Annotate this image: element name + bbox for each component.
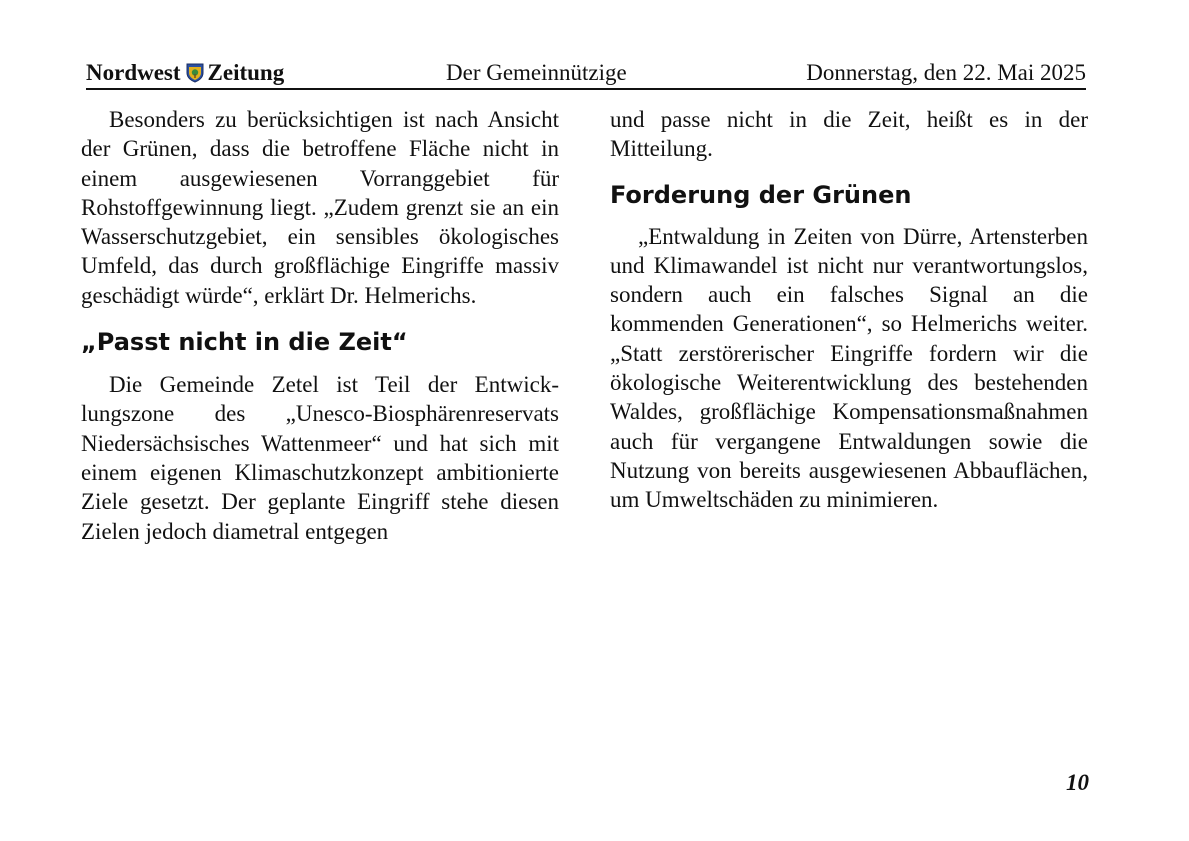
article-paragraph: und passe nicht in die Zeit, heißt es in der Mitteilung. xyxy=(610,107,1088,162)
crest-icon xyxy=(186,63,204,83)
publication-title: Der Gemeinnützige xyxy=(446,60,627,85)
section-heading: Forderung der Grünen xyxy=(610,180,912,209)
article-paragraph: „Entwaldung in Zeiten von Dürre, Artensterben und Klimawandel ist nicht nur verantwortungslos, sondern auch ein falsches Signal an die kommenden Generationen“, so Helmerichs weiter. „Statt zerstörerischer Eingriffe fordern wir die ökologische Weiterentwicklung des bestehenden Waldes, großflächige Kompensationsmaßnahmen auch für vergangene Entwaldungen sowie die Nutzung von bereits ausgewiesenen Abbauflächen, um Umweltschäden zu minimieren. xyxy=(610,223,1088,513)
logo-text-zeitung: Zeitung xyxy=(207,60,285,85)
section-heading: „Passt nicht in die Zeit“ xyxy=(81,328,408,357)
article-paragraph: Besonders zu berücksichtigen ist nach Ansicht der Grünen, dass die betroffene Fläche nicht in einem ausgewiesenen Vorranggebiet für Rohstoffgewinnung liegt. „Zudem grenzt sie an ein Wasserschutzgebiet, ein sensibles ökologisches Umfeld, das durch großflächige Eingriffe massiv geschädigt würde“, erklärt Dr. Helmerichs. xyxy=(81,107,559,308)
newspaper-logo xyxy=(86,60,284,86)
page-number: 10 xyxy=(1066,770,1089,795)
right-column xyxy=(610,105,1088,515)
publication-date: Donnerstag, den 22. Mai 2025 xyxy=(806,60,1086,85)
page-header xyxy=(86,58,1086,90)
left-column xyxy=(81,105,559,546)
logo-text-nordwest: Nordwest xyxy=(86,60,181,85)
article-paragraph: Die Gemeinde Zetel ist Teil der Entwicklungszone des „Unesco-Biosphärenreservats Niedersächsisches Wattenmeer“ und hat sich mit einem eigenen Klimaschutzkonzept ambitionierte Ziele gesetzt. Der geplante Eingriff stehe diesen Zielen jedoch diametral entgegen xyxy=(81,372,559,544)
